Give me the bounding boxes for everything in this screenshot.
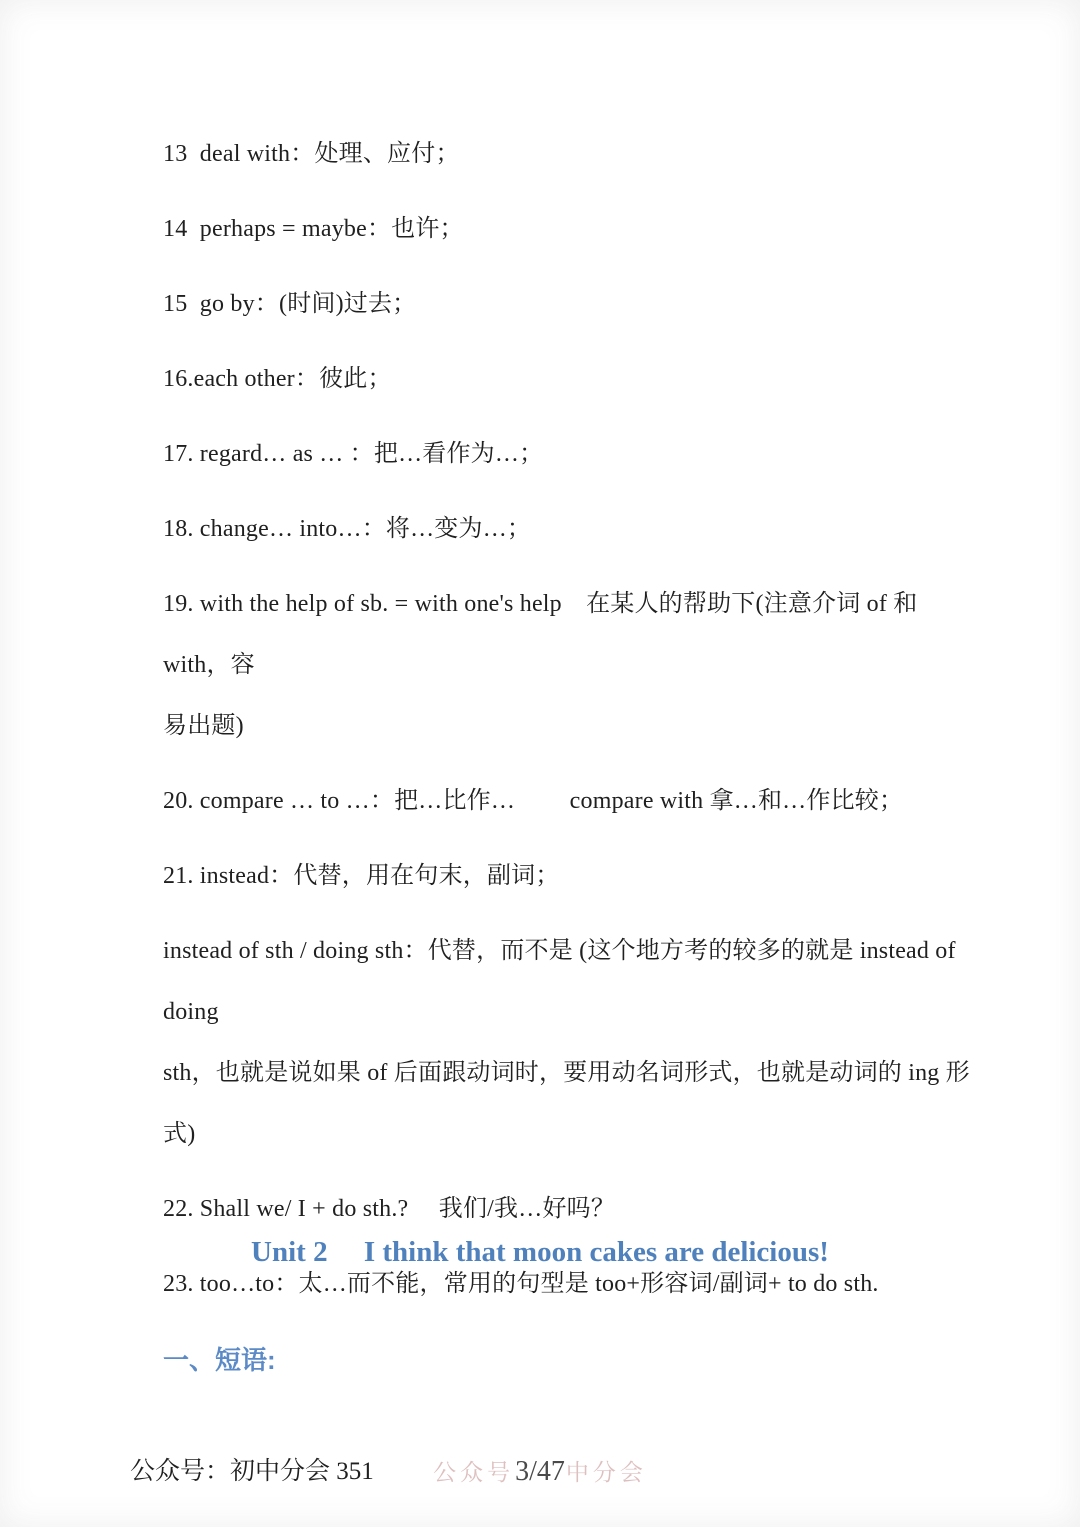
text-line: 17. regard… as … ：把…看作为…； xyxy=(163,441,544,467)
list-item xyxy=(163,499,980,560)
text-line: instead of sth / doing sth：代替，而不是 (这个地方考的较多的就是 instead of doing xyxy=(163,938,962,1025)
footer-account-label: 公众号：初中分会 351 xyxy=(130,1458,374,1485)
text-line: 18. change… into…：将…变为…； xyxy=(163,516,532,542)
text-line: 22. Shall we/ I + do sth.? 我们/我…好吗？ xyxy=(163,1196,616,1222)
text-line: 21. instead：代替，用在句末，副词； xyxy=(163,863,560,889)
footer-center xyxy=(0,1452,1080,1496)
list-item xyxy=(163,199,980,260)
page-number: 3/47 xyxy=(515,1456,565,1487)
text-line: 19. with the help of sb. = with one's help 在某人的帮助下(注意介词 of 和 with，容 xyxy=(163,591,924,678)
text-line: 14 perhaps = maybe：也许； xyxy=(163,216,464,242)
watermark-text-right: 中分会 xyxy=(565,1460,647,1485)
text-line: 16.each other：彼此； xyxy=(163,366,392,392)
unit-heading: Unit 2 I think that moon cakes are delicious! xyxy=(251,1236,829,1268)
list-item xyxy=(163,424,980,485)
list-item xyxy=(163,771,980,832)
list-item xyxy=(163,1179,980,1240)
text-line: 易出题) xyxy=(163,713,244,739)
list-item xyxy=(163,574,980,757)
text-line: 13 deal with：处理、应付； xyxy=(163,141,460,167)
text-line: 20. compare … to …：把…比作… compare with 拿…和…作比较； xyxy=(163,788,904,814)
list-item xyxy=(163,846,980,907)
section-heading: 一、短语: xyxy=(163,1345,276,1375)
text-line: 23. too…to：太…而不能，常用的句型是 too+形容词/副词+ to do sth. xyxy=(163,1271,879,1297)
list-item xyxy=(163,349,980,410)
page-footer xyxy=(0,1452,1080,1496)
text-line: 15 go by：(时间)过去； xyxy=(163,291,417,317)
list-item xyxy=(163,124,980,185)
text-line: sth，也就是说如果 of 后面跟动词时，要用动名词形式，也就是动词的 ing 形式) xyxy=(163,1060,970,1147)
watermark-text-left: 公众号 xyxy=(433,1460,515,1485)
list-item xyxy=(163,921,980,1165)
vocab-list xyxy=(163,124,980,1329)
list-item xyxy=(163,274,980,335)
